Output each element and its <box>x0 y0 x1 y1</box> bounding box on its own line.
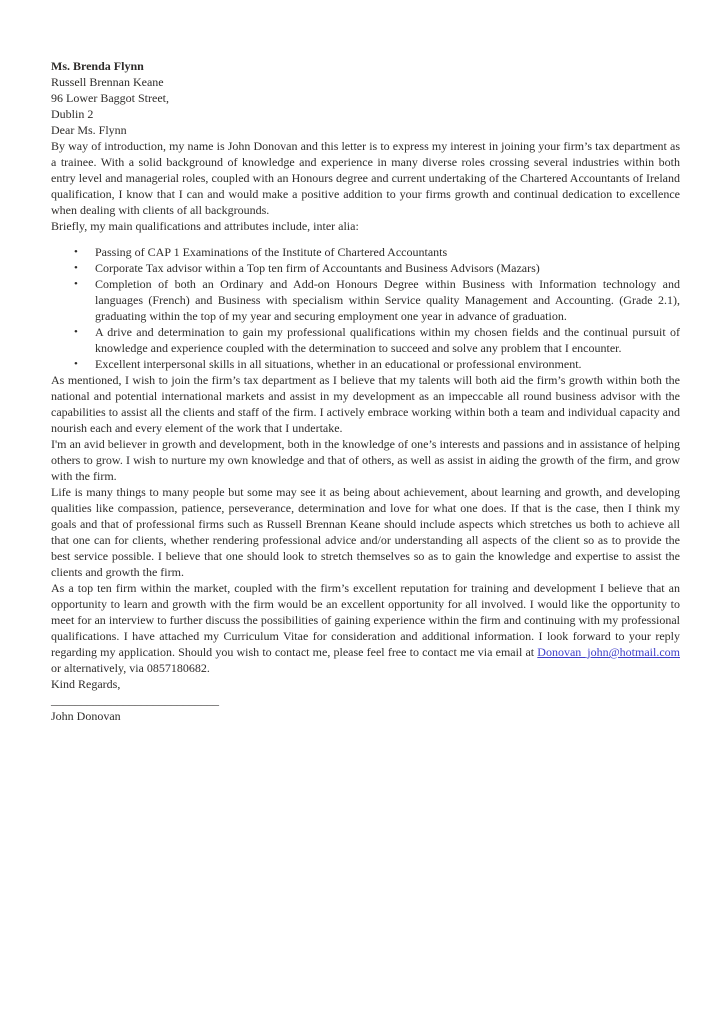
paragraph-closing <box>51 580 680 676</box>
bullet-icon: • <box>74 262 78 274</box>
valediction: Kind Regards, <box>51 677 121 691</box>
signature-name: John Donovan <box>51 709 121 723</box>
bullet-icon: • <box>74 326 78 338</box>
recipient-address-block <box>51 58 680 122</box>
recipient-city: Dublin 2 <box>51 107 94 121</box>
closing-text-after-email: or alternatively, via 0857180682. <box>51 661 210 675</box>
list-item <box>51 324 680 356</box>
closing-text-before-email: As a top ten firm within the market, coupled with the firm’s excellent reputation for training and development I believe that an opportunity to learn and growth with the firm would be an excellent opportunity for all involved. I would like the opportunity to meet for an interview to further discuss the possibilities of gaining experience within the firm and continuing with my professional qualifications. I have attached my Curriculum Vitae for consideration and additional information. I look forward to your reply regarding my application. Should you wish to contact me, please feel free to contact me via email at <box>51 581 680 659</box>
list-item-text: A drive and determination to gain my professional qualifications within my chosen fields and the continual pursuit of knowledge and experience coupled with the determination to succeed and solve any problem that I encounter. <box>95 325 680 355</box>
list-item-text: Passing of CAP 1 Examinations of the Institute of Chartered Accountants <box>95 245 448 259</box>
salutation: Dear Ms. Flynn <box>51 123 127 137</box>
bullet-icon: • <box>74 246 78 258</box>
paragraph-growth: I'm an avid believer in growth and development, both in the knowledge of one’s interests and passions and in assistance of helping others to grow. I wish to nurture my own knowledge and that of others, as well as assist in aiding the growth of the firm, and grow with the firm. <box>51 437 680 483</box>
paragraph-intro: By way of introduction, my name is John Donovan and this letter is to express my interest in joining your firm’s tax department as a trainee. With a solid background of knowledge and experience in many diverse roles crossing several industries within both entry level and managerial roles, coupled with an Honours degree and current undertaking of the Chartered Accountants of Ireland qualification, I know that I can and would make a positive addition to your firms growth and continual dedication to excellence when dealing with clients of all backgrounds. <box>51 139 680 217</box>
recipient-name: Ms. Brenda Flynn <box>51 59 144 73</box>
list-item-text: Corporate Tax advisor within a Top ten firm of Accountants and Business Advisors (Mazars) <box>95 261 540 275</box>
bullet-icon: • <box>74 278 78 290</box>
bullet-icon: • <box>74 358 78 370</box>
qualifications-list <box>51 244 680 372</box>
list-item <box>51 276 680 324</box>
email-link[interactable]: Donovan_john@hotmail.com <box>537 645 680 659</box>
list-item-text: Excellent interpersonal skills in all situations, whether in an educational or professional environment. <box>95 357 582 371</box>
recipient-firm: Russell Brennan Keane <box>51 75 164 89</box>
signature-line: ____________________________ <box>51 693 219 707</box>
recipient-street: 96 Lower Baggot Street, <box>51 91 169 105</box>
list-item <box>51 260 680 276</box>
list-item-text: Completion of both an Ordinary and Add-on Honours Degree within Business with Information technology and languages (French) and Business with specialism within Service quality Management and Accounting. (Grade 2.1), graduating within the top of my year and securing employment one year in advance of graduation. <box>95 277 680 323</box>
list-item <box>51 244 680 260</box>
paragraph-tax-department: As mentioned, I wish to join the firm’s tax department as I believe that my talents will both aid the firm’s growth within both the national and potential international markets and assist in my development as an impeccable all round business advisor with the capabilities to assist all the clients and staff of the firm. I actively embrace working within both a team and individual capacity and nourish each and every element of the work that I undertake. <box>51 373 680 435</box>
qualifications-lead: Briefly, my main qualifications and attributes include, inter alia: <box>51 219 359 233</box>
list-item <box>51 356 680 372</box>
paragraph-life: Life is many things to many people but some may see it as being about achievement, about learning and growth, and developing qualities like compassion, patience, perseverance, determination and love for what one does. If that is the case, then I think my goals and that of professional firms such as Russell Brennan Keane should include aspects which stretches us both to achieve all that one can for clients, whether rendering professional advice and/or understanding all aspects of the client so as to provide the best service possible. I believe that one should look to stretch themselves so as to gain the knowledge and expertise to assist the clients and growth the firm. <box>51 485 680 579</box>
